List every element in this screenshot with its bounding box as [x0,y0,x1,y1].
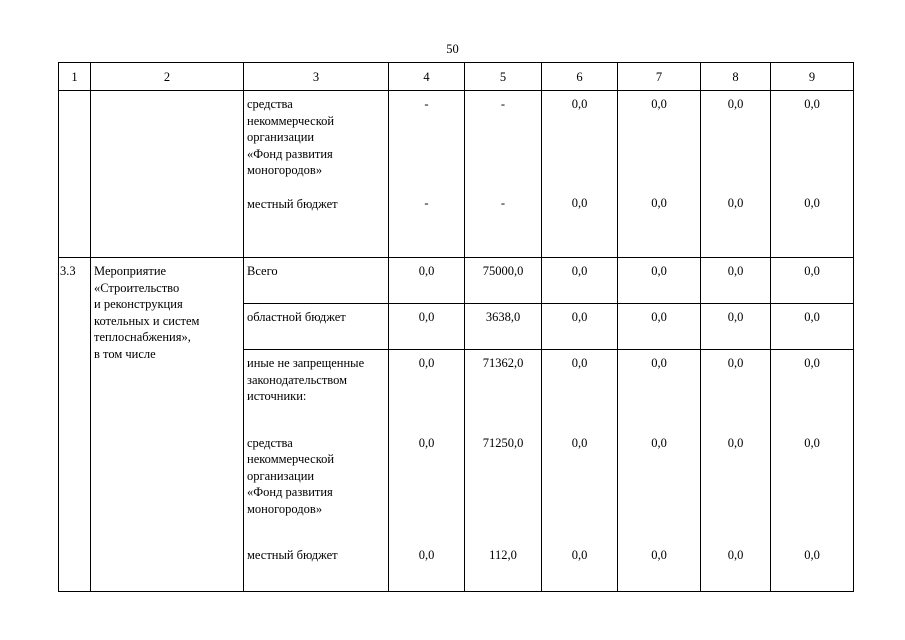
value: 0,0 [804,195,820,210]
value: 71362,0 [482,356,524,370]
value: 0,0 [804,356,820,370]
value: 0,0 [804,435,820,450]
measure-code-cell: 3.3 [59,258,91,592]
value: 0,0 [727,97,744,111]
table-header-row [59,63,854,91]
column-header-3: 3 [244,63,389,91]
value: 0,0 [804,97,820,111]
value-cell-col4 [389,91,465,258]
value: 0,0 [804,548,820,562]
value: 0,0 [727,435,744,450]
value-cell-col8: 0,0 [701,258,771,304]
value: 112,0 [489,548,517,562]
measure-name-line: «Строительство [94,280,180,295]
measure-row-total [59,258,854,304]
value: 0,0 [571,356,588,370]
value: 0,0 [727,356,744,370]
page-number: 50 [446,42,459,56]
source-line: моногородов» [247,163,323,177]
value: 0,0 [571,435,588,450]
column-header-1: 1 [59,63,91,91]
value-cell-col9 [771,91,854,258]
source-line: иные не запрещенные [247,356,365,370]
source-line: организации [247,468,315,483]
value-cell-col8: 0,0 [701,304,771,350]
source-line: источники: [247,389,307,403]
value-cell-col7: 0,0 [618,258,701,304]
value: 0,0 [571,97,588,111]
column-header-4: 4 [389,63,465,91]
value-cell-col9: 0,0 [771,304,854,350]
value-cell-col8 [701,350,771,592]
value: 0,0 [571,548,588,562]
column-header-9: 9 [771,63,854,91]
measure-name-line: котельных и систем [94,313,200,328]
value-cell-col4 [389,350,465,592]
source-line: местный бюджет [247,196,338,211]
value: 0,0 [651,356,667,370]
value: - [500,97,506,111]
column-header-5: 5 [465,63,542,91]
continuation-code-cell [59,91,91,258]
source-line: некоммерческой [247,452,335,466]
value: 0,0 [727,548,744,562]
value-cell-col9 [771,350,854,592]
continuation-name-cell [91,91,244,258]
source-line: средства [247,97,293,111]
source-line: моногородов» [247,501,323,516]
column-header-6: 6 [542,63,618,91]
source-cell-regional: областной бюджет [244,304,389,350]
source-line: организации [247,130,315,144]
column-header-2: 2 [91,63,244,91]
value-cell-col5 [465,91,542,258]
value-cell-col6: 0,0 [542,304,618,350]
measure-name-line: в том числе [94,346,156,361]
value-cell-col7 [618,91,701,258]
value: 0,0 [727,195,744,210]
value: 0,0 [651,97,667,111]
measure-name-cell [91,258,244,592]
value: 0,0 [651,195,667,210]
value: 71250,0 [482,435,524,450]
value-cell-col9: 0,0 [771,258,854,304]
value: 0,0 [418,435,435,450]
source-cell-total: Всего [244,258,389,304]
value-cell-col7: 0,0 [618,304,701,350]
measure-name-line: теплоснабжения», [94,330,191,344]
value-cell-col5: 3638,0 [465,304,542,350]
value: 0,0 [418,356,435,370]
source-line: «Фонд развития [247,485,333,499]
value: 0,0 [571,195,588,210]
column-header-8: 8 [701,63,771,91]
value-cell-col4: 0,0 [389,258,465,304]
budget-table [58,62,854,592]
value: 0,0 [418,548,435,562]
source-line: «Фонд развития [247,146,333,161]
value-cell-col5: 75000,0 [465,258,542,304]
value-cell-col6 [542,91,618,258]
source-line: некоммерческой [247,113,335,128]
source-line: местный бюджет [247,548,338,562]
column-header-7: 7 [618,63,701,91]
measure-name-line: и реконструкция [94,297,183,311]
source-line: законодательством [247,372,348,387]
value-cell-col6: 0,0 [542,258,618,304]
value-cell-col6 [542,350,618,592]
value: 0,0 [651,548,667,562]
value: - [424,195,429,210]
value-cell-col4: 0,0 [389,304,465,350]
source-cell-other [244,350,389,592]
value: - [424,97,429,111]
source-line: средства [247,435,293,450]
continuation-row [59,91,854,258]
measure-name-line: Мероприятие [94,264,167,278]
continuation-source-cell [244,91,389,258]
value-cell-col8 [701,91,771,258]
value: 0,0 [651,435,667,450]
value: - [500,195,506,210]
value-cell-col7 [618,350,701,592]
value-cell-col5 [465,350,542,592]
